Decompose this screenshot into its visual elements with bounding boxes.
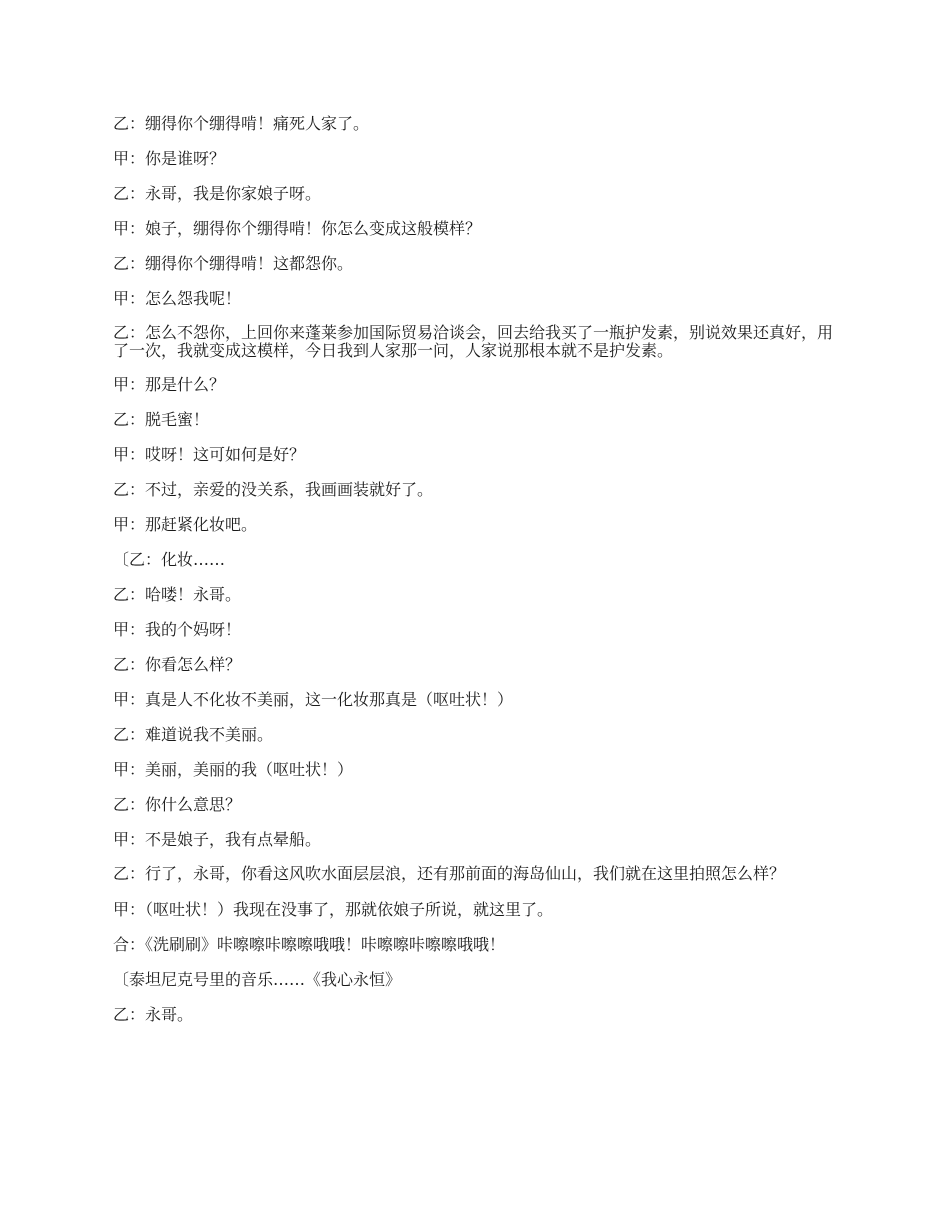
dialogue-line: 乙：脱毛蜜！ <box>113 410 210 429</box>
stage-direction: 〔乙：化妆…… <box>113 550 226 569</box>
dialogue-line: 甲：不是娘子，我有点晕船。 <box>113 830 322 849</box>
dialogue-line: 甲：你是谁呀？ <box>113 149 226 168</box>
dialogue-line: 乙：怎么不怨你，上回你来蓬莱参加国际贸易洽谈会，回去给我买了一瓶护发素，别说效果还真好，用了一次，我就变成这模样，今日我到人家那一问，人家说那根本就不是护发素。 <box>113 323 834 360</box>
dialogue-line: 乙：永哥，我是你家娘子呀。 <box>113 184 322 203</box>
dialogue-line: 甲：那赶紧化妆吧。 <box>113 515 258 534</box>
dialogue-line: 甲：哎呀！这可如何是好？ <box>113 445 306 464</box>
dialogue-line: 乙：绷得你个绷得啃！痛死人家了。 <box>113 114 370 133</box>
dialogue-line: 甲：真是人不化妆不美丽，这一化妆那真是（呕吐状！） <box>113 690 514 709</box>
dialogue-line: 乙：永哥。 <box>113 1005 194 1024</box>
dialogue-line: 甲：美丽，美丽的我（呕吐状！） <box>113 760 354 779</box>
dialogue-line: 乙：你什么意思？ <box>113 795 242 814</box>
dialogue-line: 甲：我的个妈呀！ <box>113 620 242 639</box>
dialogue-line: 甲：（呕吐状！）我现在没事了，那就依娘子所说，就这里了。 <box>113 900 554 919</box>
dialogue-line: 乙：哈喽！永哥。 <box>113 585 242 604</box>
dialogue-line: 甲：怎么怨我呢！ <box>113 289 242 308</box>
dialogue-line: 合：《洗刷刷》咔嚓嚓咔嚓嚓哦哦！咔嚓嚓咔嚓嚓哦哦！ <box>113 935 506 954</box>
dialogue-line: 甲：娘子，绷得你个绷得啃！你怎么变成这般模样？ <box>113 219 482 238</box>
document-page <box>113 114 843 1040</box>
stage-direction: 〔泰坦尼克号里的音乐……《我心永恒》 <box>113 970 402 989</box>
dialogue-line: 乙：行了，永哥，你看这风吹水面层层浪，还有那前面的海岛仙山，我们就在这里拍照怎么样？ <box>113 864 786 883</box>
dialogue-line: 甲：那是什么？ <box>113 375 226 394</box>
dialogue-line: 乙：绷得你个绷得啃！这都怨你。 <box>113 254 354 273</box>
dialogue-line: 乙：不过，亲爱的没关系，我画画装就好了。 <box>113 480 434 499</box>
dialogue-line: 乙：你看怎么样？ <box>113 655 242 674</box>
dialogue-line: 乙：难道说我不美丽。 <box>113 725 274 744</box>
